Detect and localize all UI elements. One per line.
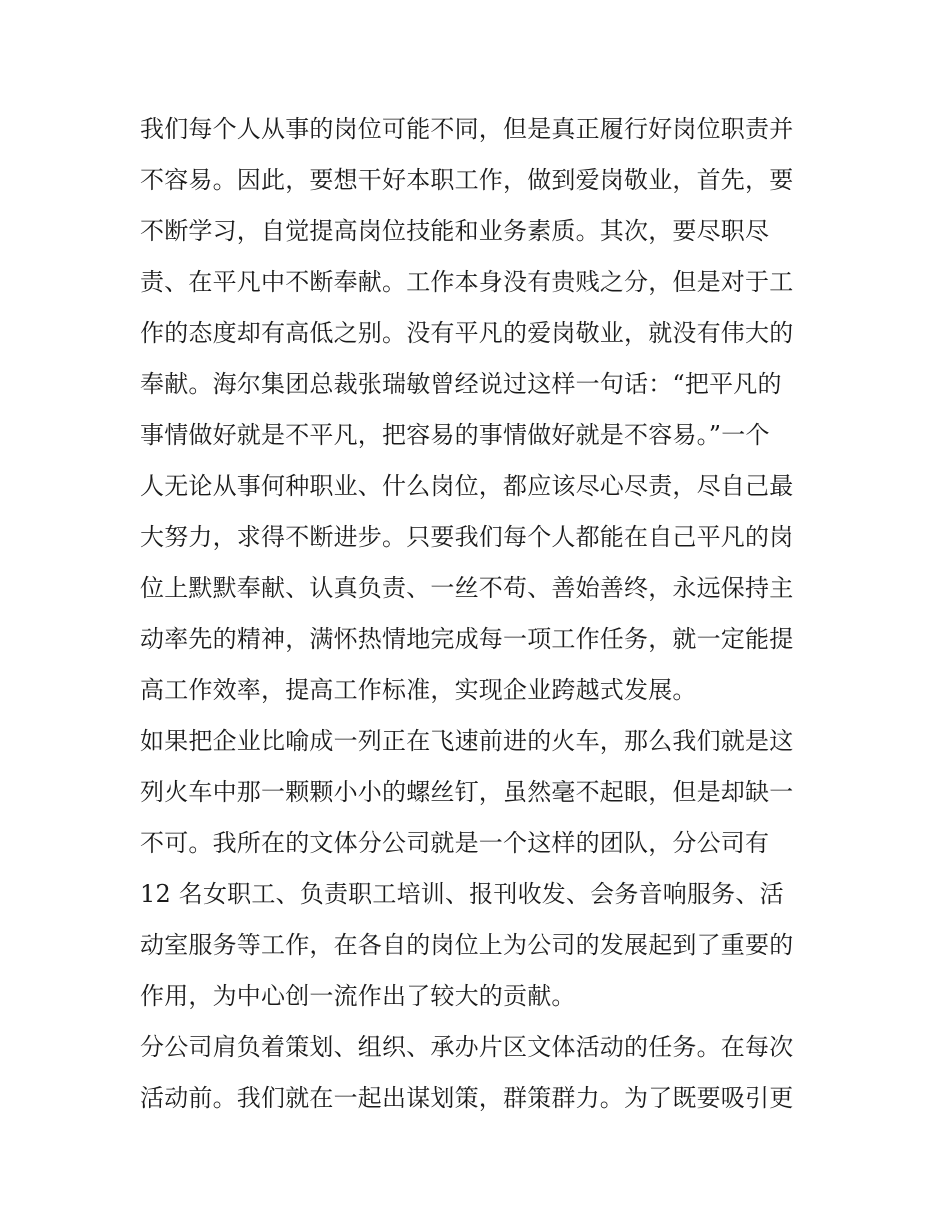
body-text [140,104,820,1124]
text-line: 作的态度却有高低之别。没有平凡的爱岗敬业，就没有伟大的 [140,319,794,347]
text-line: 事情做好就是不平凡，把容易的事情做好就是不容易。”一个 [140,421,770,449]
text-line: 12 名女职工、负责职工培训、报刊收发、会务音响服务、活 [140,880,784,908]
paragraph-3 [140,1022,820,1124]
text-line: 分公司肩负着策划、组织、承办片区文体活动的任务。在每次 [140,1033,794,1061]
paragraph-2 [140,716,820,1022]
text-line: 不容易。因此，要想干好本职工作，做到爱岗敬业，首先，要 [140,166,794,194]
paragraph-1 [140,104,820,716]
text-line: 活动前。我们就在一起出谋划策，群策群力。为了既要吸引更 [140,1084,794,1112]
text-line: 动室服务等工作，在各自的岗位上为公司的发展起到了重要的 [140,931,794,959]
text-line: 责、在平凡中不断奉献。工作本身没有贵贱之分，但是对于工 [140,268,794,296]
text-line: 人无论从事何种职业、什么岗位，都应该尽心尽责，尽自己最 [140,472,794,500]
text-line: 大努力，求得不断进步。只要我们每个人都能在自己平凡的岗 [140,523,794,551]
text-line: 不断学习，自觉提高岗位技能和业务素质。其次，要尽职尽 [140,217,770,245]
text-line: 列火车中那一颗颗小小的螺丝钉，虽然毫不起眼，但是却缺一 [140,778,794,806]
text-line: 我们每个人从事的岗位可能不同，但是真正履行好岗位职责并 [140,115,794,143]
text-line: 不可。我所在的文体分公司就是一个这样的团队，分公司有 [140,829,770,857]
text-line: 奉献。海尔集团总裁张瑞敏曾经说过这样一句话：“把平凡的 [140,370,782,398]
text-line: 高工作效率，提高工作标准，实现企业跨越式发展。 [140,676,697,704]
text-line: 如果把企业比喻成一列正在飞速前进的火车，那么我们就是这 [140,727,794,755]
text-line: 位上默默奉献、认真负责、一丝不苟、善始善终，永远保持主 [140,574,794,602]
text-line: 作用，为中心创一流作出了较大的贡献。 [140,982,576,1010]
text-line: 动率先的精神，满怀热情地完成每一项工作任务，就一定能提 [140,625,794,653]
